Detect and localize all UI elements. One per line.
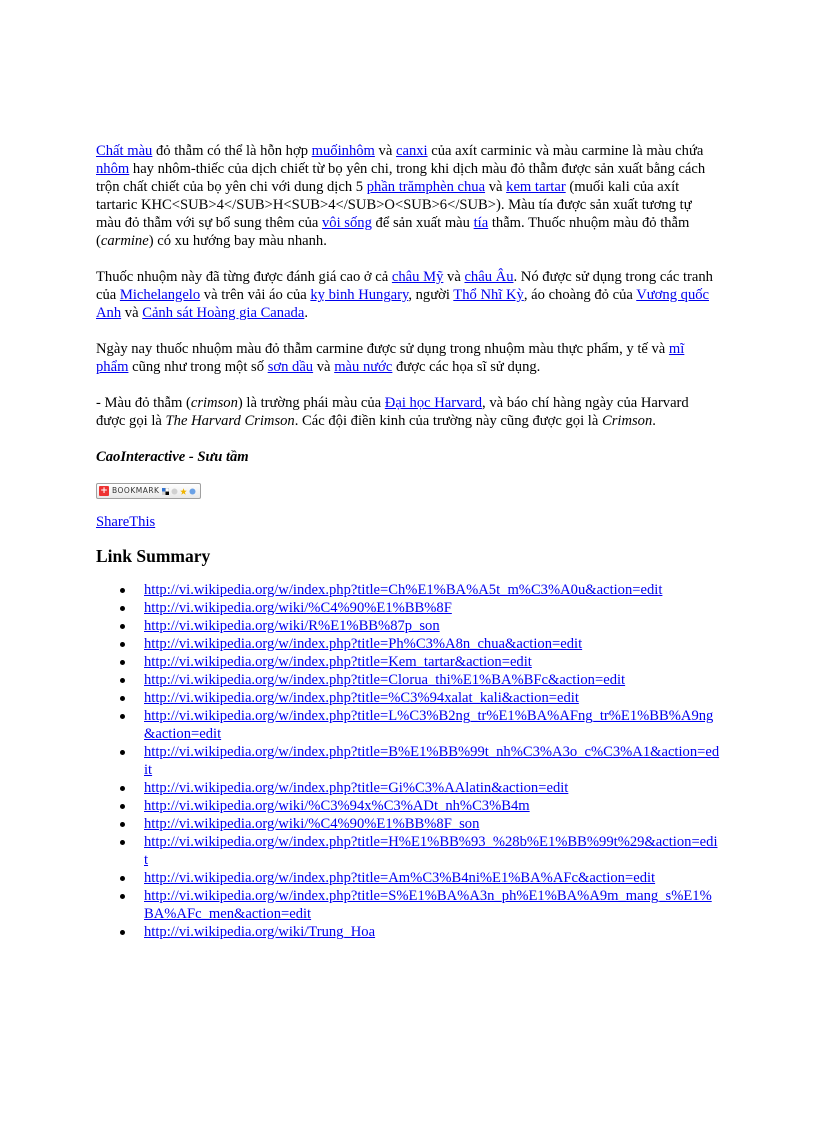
text: và [374, 143, 396, 159]
text: đỏ thẫm có thể là hỗn hợp [152, 143, 312, 159]
text: và [485, 179, 507, 195]
share-this-link[interactable]: ShareThis [96, 514, 156, 530]
link-nhom[interactable]: nhôm [96, 161, 130, 177]
link-chau-my[interactable]: châu Mỹ [391, 269, 444, 285]
link-voi-song[interactable]: vôi sống [322, 215, 372, 231]
list-item [144, 869, 720, 887]
text: thẫm. Thuốc nhuộm màu đỏ thẫm ( [96, 215, 690, 249]
list-item [144, 743, 720, 779]
summary-link[interactable]: http://vi.wikipedia.org/w/index.php?title=Am%C3%B4ni%E1%BA%AFc&action=edit [144, 870, 656, 886]
text: . [652, 413, 656, 429]
list-item [144, 671, 720, 689]
text: Ngày nay thuốc nhuộm màu đỏ thẫm carmine được sử dụng trong nhuộm màu thực phẩm, y tế và [96, 341, 669, 357]
digg-icon [171, 488, 178, 495]
text: và [121, 305, 143, 321]
list-item [144, 635, 720, 653]
link-mi-pham[interactable]: mĩ phẩm [96, 341, 685, 375]
link-kem-tartar[interactable]: kem tartar [506, 179, 566, 195]
list-item [144, 617, 720, 635]
summary-link[interactable]: http://vi.wikipedia.org/w/index.php?title=Ph%C3%A8n_chua&action=edit [144, 636, 583, 652]
text: , và báo chí hàng ngày của Harvard được gọi là [96, 395, 689, 429]
list-item [144, 797, 720, 815]
bookmark-row [96, 480, 720, 513]
text: , áo choàng đỏ của [523, 287, 637, 303]
link-chau-au[interactable]: châu Âu [464, 269, 514, 285]
text: . [304, 305, 308, 321]
italic-term: carmine [100, 233, 149, 249]
paragraph-harvard [96, 394, 720, 430]
credit-line: CaoInteractive - Sưu tầm [96, 449, 249, 465]
link-chat-mau[interactable]: Chất màu [96, 143, 153, 159]
link-summary-list [96, 581, 720, 941]
list-item [144, 923, 720, 941]
summary-link[interactable]: http://vi.wikipedia.org/w/index.php?title=B%E1%BB%99t_nh%C3%A3o_c%C3%A1&action=edit [144, 744, 720, 778]
list-item [144, 707, 720, 743]
paragraph-history [96, 268, 720, 322]
link-son-dau[interactable]: sơn dầu [267, 359, 314, 375]
link-canh-sat-canada[interactable]: Cảnh sát Hoàng gia Canada [142, 305, 305, 321]
link-dai-hoc-harvard[interactable]: Đại học Harvard [384, 395, 483, 411]
delicious-icon [162, 488, 169, 495]
list-item [144, 887, 720, 923]
text: hay nhôm-thiếc của dịch chiết từ bọ yên chi, trong khi dịch màu đỏ thẫm được sản xuất bằng cách trộn chất chiết của bọ yên chi với dung dịch 5 [96, 161, 706, 195]
list-item [144, 833, 720, 869]
text: , người [408, 287, 454, 303]
link-canxi[interactable]: canxi [395, 143, 428, 159]
text: và [443, 269, 465, 285]
link-phan-tram-phen-chua[interactable]: phần trămphèn chua [366, 179, 486, 195]
summary-link[interactable]: http://vi.wikipedia.org/wiki/R%E1%BB%87p_son [144, 618, 440, 634]
summary-link[interactable]: http://vi.wikipedia.org/w/index.php?title=L%C3%B2ng_tr%E1%BA%AFng_tr%E1%BB%A9ng&action=edit [144, 708, 714, 742]
text: Thuốc nhuộm này đã từng được đánh giá cao ở cả [96, 269, 392, 285]
summary-link[interactable]: http://vi.wikipedia.org/wiki/Trung_Hoa [144, 924, 376, 940]
social-icons [162, 488, 196, 495]
italic-term: crimson [190, 395, 238, 411]
link-summary-heading: Link Summary [96, 546, 211, 566]
list-item [144, 599, 720, 617]
text: và trên vải áo của [200, 287, 311, 303]
link-ky-binh-hungary[interactable]: kỵ binh Hungary [310, 287, 409, 303]
text: được các họa sĩ sử dụng. [392, 359, 541, 375]
list-item [144, 653, 720, 671]
list-item [144, 779, 720, 797]
summary-link[interactable]: http://vi.wikipedia.org/wiki/%C4%90%E1%BB%8F_son [144, 816, 480, 832]
paragraph-pigment [96, 142, 720, 250]
link-vuong-quoc-anh[interactable]: Vương quốc Anh [96, 287, 710, 321]
link-tho-nhi-ky[interactable]: Thổ Nhĩ Kỳ [453, 287, 524, 303]
italic-term: The Harvard Crimson [165, 413, 295, 429]
text: - Màu đỏ thẫm ( [96, 395, 191, 411]
text: ) là trường phái màu của [237, 395, 385, 411]
summary-link[interactable]: http://vi.wikipedia.org/wiki/%C3%94x%C3%ADt_nh%C3%B4m [144, 798, 530, 814]
text: của axít carminic và màu carmine là màu chứa [427, 143, 704, 159]
star-icon [180, 488, 187, 495]
list-item [144, 689, 720, 707]
link-michelangelo[interactable]: Michelangelo [119, 287, 201, 303]
list-item [144, 815, 720, 833]
article-body [96, 142, 720, 941]
summary-link[interactable]: http://vi.wikipedia.org/w/index.php?title=Clorua_thi%E1%BA%BFc&action=edit [144, 672, 626, 688]
paragraph-modern-use [96, 340, 720, 376]
link-tia[interactable]: tía [473, 215, 489, 231]
summary-link[interactable]: http://vi.wikipedia.org/w/index.php?title=Ch%E1%BA%A5t_m%C3%A0u&action=edit [144, 582, 663, 598]
summary-link[interactable]: http://vi.wikipedia.org/w/index.php?title=%C3%94xalat_kali&action=edit [144, 690, 579, 706]
text: (muối kali của axít tartaric KHC<SUB>4</SUB>H<SUB>4</SUB>O<SUB>6</SUB>). Màu tía được sản xuất tương tự màu đỏ thẫm với sự bổ sung thêm của [96, 179, 692, 231]
summary-link[interactable]: http://vi.wikipedia.org/w/index.php?title=S%E1%BA%A3n_ph%E1%BA%A9m_mang_s%E1%BA%AFc_men&action=edit [144, 888, 712, 922]
summary-link[interactable]: http://vi.wikipedia.org/w/index.php?title=Gi%C3%AAlatin&action=edit [144, 780, 569, 796]
more-icon [189, 488, 196, 495]
italic-term: Crimson [601, 413, 653, 429]
bookmark-button[interactable] [96, 483, 201, 499]
text: ) có xu hướng bay màu nhanh. [148, 233, 327, 249]
text: cũng như trong một số [128, 359, 268, 375]
summary-link[interactable]: http://vi.wikipedia.org/w/index.php?title=H%E1%BB%93_%28b%E1%BB%99t%29&action=edit [144, 834, 718, 868]
text: và [313, 359, 335, 375]
bookmark-label: BOOKMARK [112, 486, 160, 495]
list-item [144, 581, 720, 599]
link-mau-nuoc[interactable]: màu nước [334, 359, 393, 375]
text: để sản xuất màu [371, 215, 474, 231]
share-row [96, 513, 720, 531]
text: . Nó được sử dụng trong các tranh của [96, 269, 713, 303]
summary-link[interactable]: http://vi.wikipedia.org/w/index.php?title=Kem_tartar&action=edit [144, 654, 532, 670]
link-muoi-nhom[interactable]: muốinhôm [311, 143, 375, 159]
plus-icon: + [100, 486, 108, 496]
summary-link[interactable]: http://vi.wikipedia.org/wiki/%C4%90%E1%BB%8F [144, 600, 452, 616]
text: . Các đội điền kinh của trường này cũng được gọi là [294, 413, 602, 429]
